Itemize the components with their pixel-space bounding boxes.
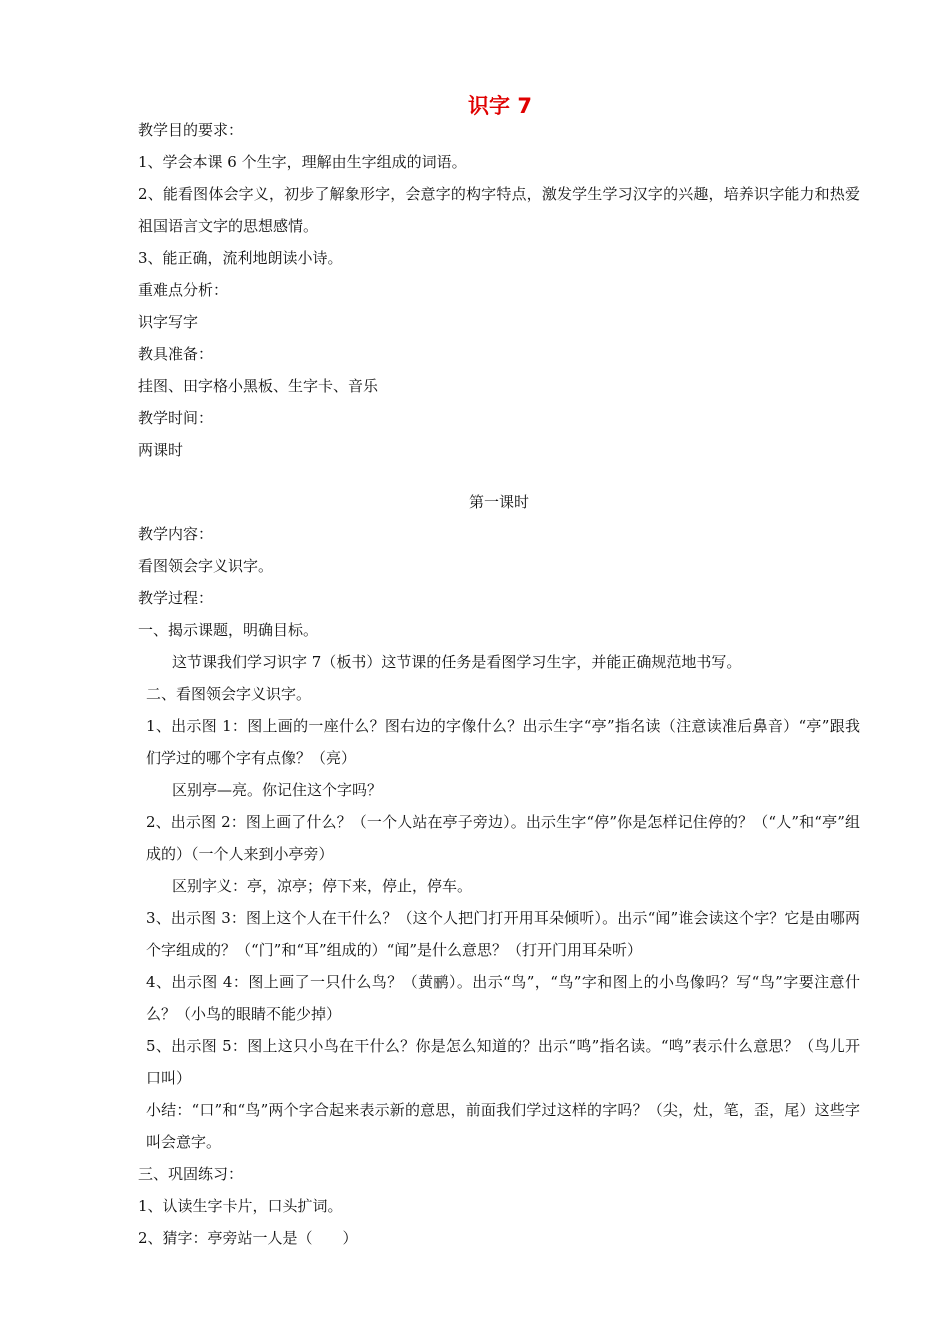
lesson1-content-heading: 教学内容： xyxy=(138,525,214,543)
step1-text: 这节课我们学习识字 7（板书）这节课的任务是看图学习生字，并能正确规范地书写。 xyxy=(172,653,742,671)
step1-heading: 一、揭示课题，明确目标。 xyxy=(138,621,319,639)
step2-item-2: 2、出示图 2：图上画了什么？（一个人站在亭子旁边）。出示生字“停”你是怎样记住停的？（“人”和“亭”组成的）（一个人来到小亭旁） xyxy=(146,813,860,863)
step3-item-2: 2、猜字：亭旁站一人是（ ） xyxy=(138,1229,358,1247)
document-title: 识字 7 xyxy=(468,94,532,118)
step2-item-1-note: 区别亭—亮。你记住这个字吗？ xyxy=(172,781,383,799)
step2-item-5: 5、出示图 5：图上这只小鸟在干什么？你是怎么知道的？出示“鸣”指名读。“鸣”表示什么意思？（鸟儿开口叫） xyxy=(146,1037,860,1087)
step3-item-1: 1、认读生字卡片，口头扩词。 xyxy=(138,1197,343,1215)
materials-text: 挂图、田字格小黑板、生字卡、音乐 xyxy=(138,377,379,395)
objective-item-3: 3、能正确，流利地朗读小诗。 xyxy=(138,249,343,267)
key-points-text: 识字写字 xyxy=(138,313,199,331)
objectives-heading: 教学目的要求： xyxy=(138,121,244,139)
objective-item-2: 2、能看图体会字义，初步了解象形字，会意字的构字特点，激发学生学习汉字的兴趣，培养识字能力和热爱祖国语言文字的思想感情。 xyxy=(138,185,860,235)
materials-heading: 教具准备： xyxy=(138,345,214,363)
document-body xyxy=(138,114,860,1254)
step2-heading: 二、看图领会字义识字。 xyxy=(146,685,312,703)
lesson1-heading: 第一课时 xyxy=(468,493,529,511)
time-heading: 教学时间： xyxy=(138,409,214,427)
key-points-heading: 重难点分析： xyxy=(138,281,229,299)
step2-item-1: 1、出示图 1：图上画的一座什么？图右边的字像什么？出示生字“亭”指名读（注意读准后鼻音）“亭”跟我们学过的哪个字有点像？（亮） xyxy=(146,717,860,767)
step2-item-4: 4、出示图 4：图上画了一只什么鸟？（黄鹂）。出示“鸟”，“鸟”字和图上的小鸟像吗？写“鸟”字要注意什么？（小鸟的眼睛不能少掉） xyxy=(146,973,860,1023)
lesson1-process-heading: 教学过程： xyxy=(138,589,214,607)
step2-item-2-note: 区别字义：亭，凉亭；停下来，停止，停车。 xyxy=(172,877,473,895)
step3-heading: 三、巩固练习： xyxy=(138,1165,244,1183)
lesson1-content-text: 看图领会字义识字。 xyxy=(138,557,274,575)
time-text: 两课时 xyxy=(138,441,184,459)
step2-summary: 小结：“口”和“鸟”两个字合起来表示新的意思，前面我们学过这样的字吗？（尖，灶，笔，歪，尾）这些字叫会意字。 xyxy=(146,1101,860,1151)
objective-item-1: 1、学会本课 6 个生字，理解由生字组成的词语。 xyxy=(138,153,467,171)
step2-item-3: 3、出示图 3：图上这个人在干什么？（这个人把门打开用耳朵倾听）。出示“闻”谁会读这个字？它是由哪两个字组成的？（“门”和“耳”组成的）“闻”是什么意思？（打开门用耳朵听） xyxy=(146,909,860,959)
